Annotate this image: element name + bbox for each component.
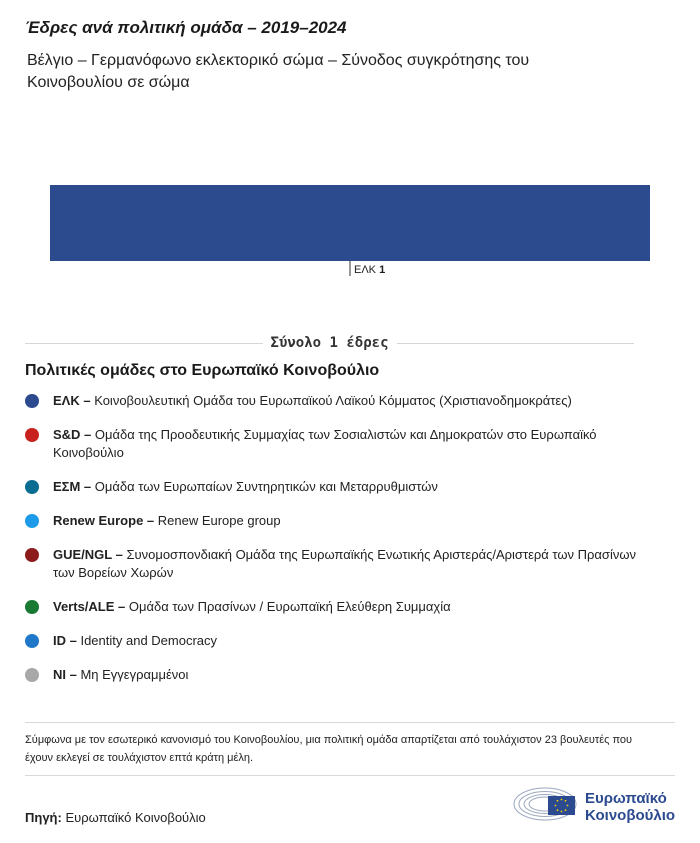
- legend-name: Renew Europe group: [154, 513, 281, 528]
- legend-abbr: NI –: [53, 667, 77, 682]
- legend-color-dot: [25, 634, 39, 648]
- legend-item: [25, 392, 655, 410]
- legend-name: Ομάδα της Προοδευτικής Συμμαχίας των Σοσιαλιστών και Δημοκρατών στο Ευρωπαϊκό Κοινοβούλιο: [53, 427, 597, 460]
- legend-name: Μη Εγγεγραμμένοι: [76, 667, 189, 682]
- legend-abbr: Renew Europe –: [53, 513, 155, 528]
- legend-color-dot: [25, 394, 39, 408]
- legend-name: Identity and Democracy: [76, 633, 218, 648]
- total-seats-row: [25, 333, 634, 353]
- legend-color-dot: [25, 480, 39, 494]
- legend-item: [25, 598, 655, 616]
- legend-name: Ομάδα των Ευρωπαίων Συντηρητικών και Μεταρρυθμιστών: [91, 479, 438, 494]
- footnote: Σύμφωνα με τον εσωτερικό κανονισμό του Κοινοβουλίου, μια πολιτική ομάδα απαρτίζεται από τουλάχιστον 23 βουλευτές που έχουν εκλεγεί σε τουλάχιστον επτά κράτη μέλη.: [25, 734, 633, 764]
- legend-item-text: [53, 632, 217, 650]
- legend-item-text: [53, 392, 572, 410]
- legend-abbr: GUE/NGL –: [53, 547, 123, 562]
- legend-name: Κοινοβουλευτική Ομάδα του Ευρωπαϊκού Λαϊκού Κόμματος (Χριστιανοδημοκράτες): [90, 393, 572, 408]
- footnote-divider-top: [25, 722, 675, 723]
- legend-heading: Πολιτικές ομάδες στο Ευρωπαϊκό Κοινοβούλιο: [25, 362, 380, 379]
- legend-color-dot: [25, 428, 39, 442]
- legend-abbr: ID –: [53, 633, 77, 648]
- legend-abbr: Verts/ALE –: [53, 599, 126, 614]
- legend-color-dot: [25, 548, 39, 562]
- logo-line-2: Κοινοβούλιο: [585, 807, 676, 824]
- legend-name: Συνομοσπονδιακή Ομάδα της Ευρωπαϊκής Ενωτικής Αριστεράς/Αριστερά των Πρασίνων των Βορείων Χωρών: [53, 547, 636, 580]
- legend-item-text: [53, 426, 655, 462]
- logo-text: [585, 790, 675, 824]
- legend-abbr: ΕΛΚ –: [53, 393, 91, 408]
- legend-item: [25, 666, 655, 684]
- legend-item-text: [53, 512, 281, 530]
- legend-name: Ομάδα των Πρασίνων / Ευρωπαϊκή Ελεύθερη Συμμαχία: [125, 599, 451, 614]
- source-value: Ευρωπαϊκό Κοινοβούλιο: [65, 810, 206, 825]
- legend-color-dot: [25, 600, 39, 614]
- legend-item: [25, 512, 655, 530]
- legend-item: [25, 546, 655, 582]
- legend-item-text: [53, 478, 438, 496]
- chart-title: Έδρες ανά πολιτική ομάδα – 2019–2024: [25, 18, 347, 37]
- legend-item: [25, 426, 655, 462]
- bar-data-label: ΕΛΚ 1: [354, 264, 386, 276]
- source-label: Πηγή:: [25, 810, 62, 825]
- total-seats-label: Σύνολο 1 έδρες: [270, 335, 389, 351]
- legend-color-dot: [25, 514, 39, 528]
- legend-abbr: S&D –: [53, 427, 92, 442]
- legend: [25, 392, 655, 700]
- bar-segment: [50, 185, 650, 261]
- seat-bar-chart: [0, 170, 700, 290]
- legend-abbr: ΕΣΜ –: [53, 479, 92, 494]
- legend-item: [25, 632, 655, 650]
- total-divider-left: [25, 343, 263, 344]
- total-divider-right: [397, 343, 635, 344]
- source-line: [25, 810, 206, 825]
- legend-item-text: [53, 666, 188, 684]
- logo-line-1: Ευρωπαϊκό: [585, 790, 667, 807]
- legend-color-dot: [25, 668, 39, 682]
- legend-item: [25, 478, 655, 496]
- footnote-divider-bottom: [25, 775, 675, 776]
- chart-subtitle: Βέλγιο – Γερμανόφωνο εκλεκτορικό σώμα – Σύνοδος συγκρότησης του Κοινοβουλίου σε σώμα: [27, 52, 530, 91]
- legend-item-text: [53, 546, 655, 582]
- legend-item-text: [53, 598, 451, 616]
